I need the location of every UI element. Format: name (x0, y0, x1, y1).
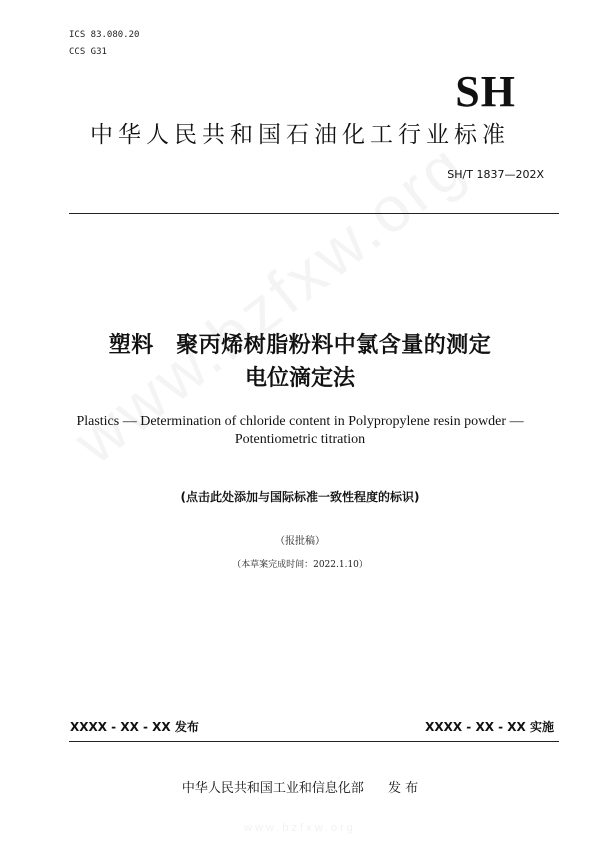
industry-title: 中华人民共和国石油化工行业标准 (90, 122, 510, 148)
bottom-divider (69, 741, 559, 742)
draft-status: （报批稿） (275, 536, 325, 547)
standard-mark: SH (455, 67, 516, 116)
top-divider (69, 213, 559, 214)
publisher-name: 中华人民共和国工业和信息化部 (181, 781, 364, 796)
consistency-note[interactable]: (点击此处添加与国际标准一致性程度的标识) (180, 490, 420, 504)
title-zh-line1: 塑料 聚丙烯树脂粉料中氯含量的测定 (108, 333, 492, 358)
publisher-line (0, 777, 600, 796)
draft-completion-time: （本草案完成时间：2022.1.10） (232, 560, 368, 570)
standard-number: SH/T 1837—202X (447, 168, 544, 181)
title-zh-line2: 电位滴定法 (244, 366, 355, 391)
ccs-code: CCS G31 (69, 47, 107, 57)
publish-action: 发 布 (387, 781, 419, 796)
issue-date: XXXX - XX - XX 发布 (70, 720, 199, 734)
title-en-line2: Potentiometric titration (234, 432, 366, 447)
implementation-date: XXXX - XX - XX 实施 (425, 720, 554, 734)
footer-watermark: www.bzfxw.org (244, 822, 356, 834)
ics-code: ICS 83.080.20 (69, 30, 140, 40)
title-en-line1: Plastics — Determination of chloride content in Polypropylene resin powder — (76, 414, 524, 429)
